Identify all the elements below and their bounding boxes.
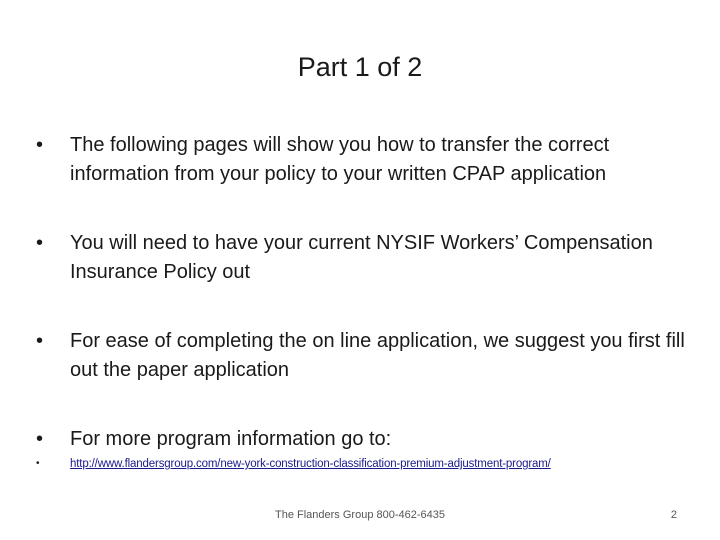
bullet-marker: • xyxy=(36,428,44,450)
slide-title: Part 1 of 2 xyxy=(297,52,423,82)
bullet-item xyxy=(36,425,696,454)
page-number: 2 xyxy=(670,509,677,521)
bullet-item xyxy=(36,131,696,189)
bullet-marker: • xyxy=(36,232,44,254)
bullet-text: For ease of completing the on line application, we suggest you first fill out the paper application xyxy=(70,330,685,381)
bullet-text: For more program information go to: xyxy=(70,428,392,450)
bullet-marker: • xyxy=(36,458,40,469)
bullet-marker: • xyxy=(36,330,44,352)
bullet-item xyxy=(36,229,696,287)
bullet-text: You will need to have your current NYSIF Workers’ Compensation Insurance Policy out xyxy=(70,232,653,283)
program-info-link[interactable]: http://www.flandersgroup.com/new-york-construction-classification-premium-adjustment-program/ xyxy=(70,458,551,470)
bullet-marker: • xyxy=(36,134,44,156)
program-link-item xyxy=(36,455,706,473)
bullet-item xyxy=(36,327,696,385)
slide-footer: The Flanders Group 800-462-6435 xyxy=(275,509,445,521)
bullet-text: The following pages will show you how to transfer the correct information from your policy to your written CPAP application xyxy=(70,134,610,185)
